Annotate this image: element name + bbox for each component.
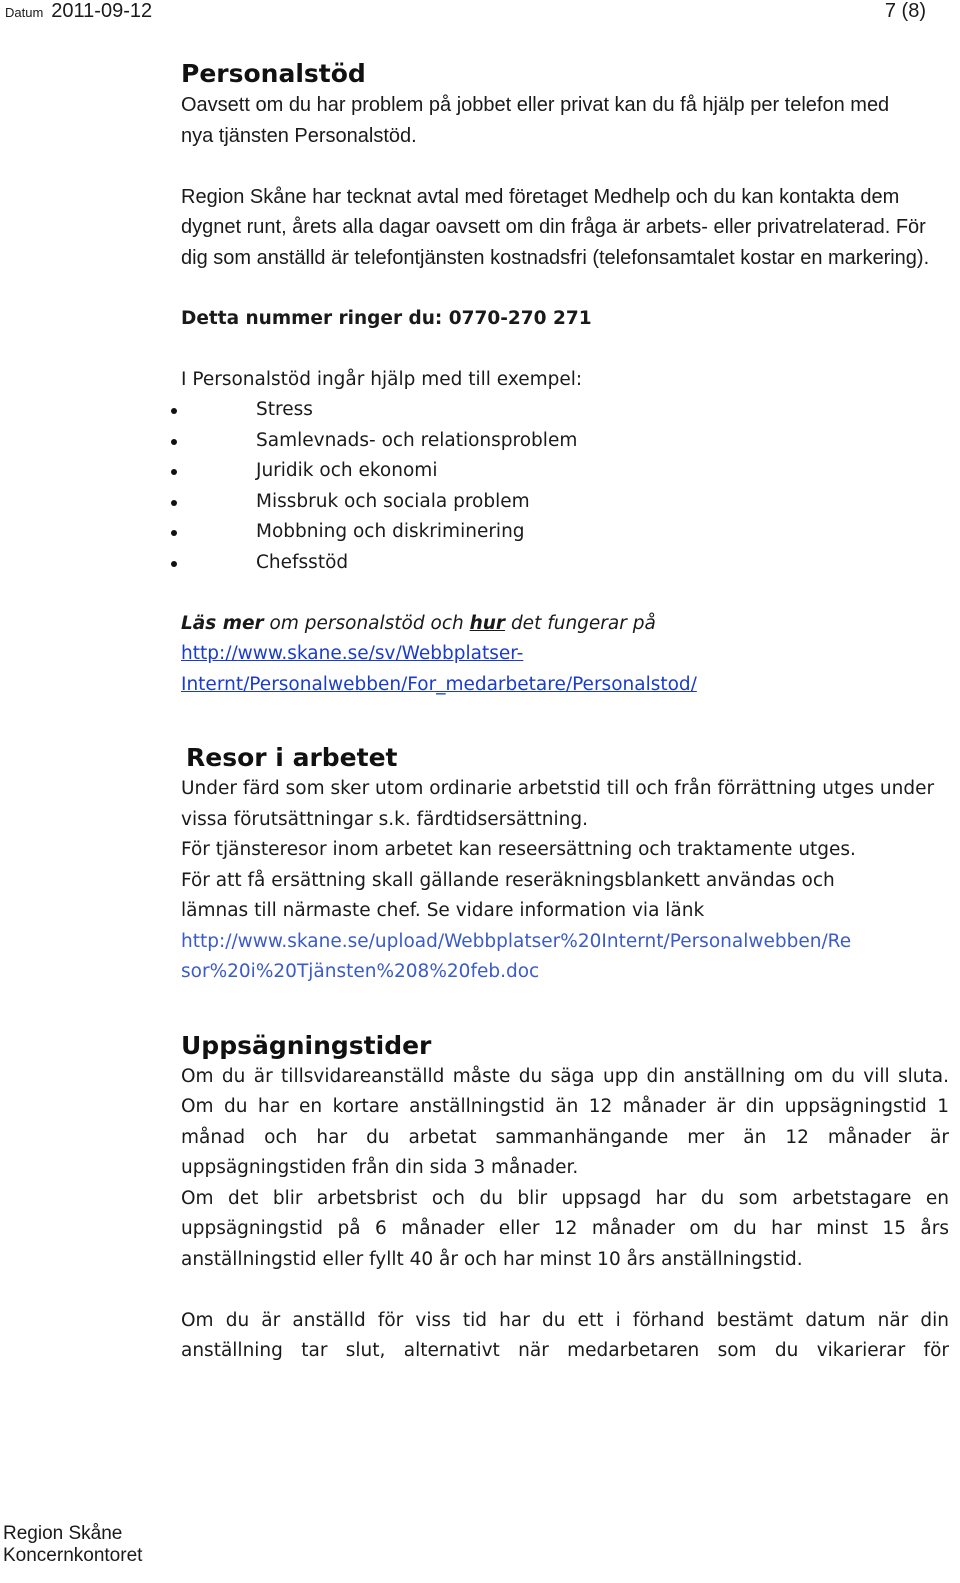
uppsagning-p2: Om det blir arbetsbrist och du blir uppsagd har du som arbetstagare en uppsägningstid på 6 månader eller 12 månader om du har minst 15 års anställningstid eller fyllt 40 år och har minst 10 års anställningstid. — [181, 1187, 949, 1270]
heading-personalstod: Personalstöd — [181, 59, 366, 88]
bullet-icon — [171, 439, 177, 445]
personalstod-link-block — [181, 639, 951, 700]
document-body — [181, 58, 951, 1367]
list-item: Chefsstöd — [181, 548, 951, 579]
page-number: 7 (8) — [884, 0, 926, 22]
resor-p3: För att få ersättning skall gällande reseräkningsblankett användas och lämnas till närmaste chef. Se vidare information via länk — [181, 869, 835, 921]
date-label: Datum — [5, 5, 44, 20]
page-footer — [3, 1523, 142, 1567]
footer-dept: Koncernkontoret — [3, 1545, 143, 1566]
bullet-icon — [171, 530, 177, 536]
bullet-icon — [171, 469, 177, 475]
personalstod-link[interactable]: http://www.skane.se/sv/Webbplatser- Internt/Personalwebben/For_medarbetare/Personalstod/ — [181, 643, 697, 695]
date-value: 2011-09-12 — [51, 0, 153, 22]
page-header — [5, 0, 152, 24]
medhelp-text-a: Region Skåne har tecknat avtal med företaget Medhelp och du kan kontakta dem dygnet runt, årets alla dagar oavsett om din fråga är arbets- eller privatrelaterad. — [181, 185, 900, 238]
list-item: Missbruk och sociala problem — [181, 487, 951, 518]
personalstod-medhelp — [181, 182, 951, 274]
footer-org: Region Skåne — [3, 1523, 123, 1544]
heading-uppsagningstider: Uppsägningstider — [181, 1030, 432, 1060]
read-more: Läs mer om personalstöd och hur det fungerar på — [181, 612, 656, 634]
resor-link-block — [181, 927, 951, 988]
personalstod-intro: Oavsett om du har problem på jobbet eller privat kan du få hjälp per telefon med nya tjänsten Personalstöd. — [181, 94, 890, 147]
resor-p2: För tjänsteresor inom arbetet kan reseersättning och traktamente utges. — [181, 839, 856, 860]
bullet-icon — [171, 408, 177, 414]
resor-p1: Under färd som sker utom ordinarie arbetstid till och från förrättning utges under vissa förutsättningar s.k. färdtidsersättning. — [181, 778, 935, 830]
list-intro: I Personalstöd ingår hjälp med till exempel: — [181, 368, 583, 390]
list-item: Samlevnads- och relationsproblem — [181, 426, 951, 457]
list-item: Mobbning och diskriminering — [181, 517, 951, 548]
uppsagning-p3: Om du är anställd för viss tid har du ett i förhand bestämt datum när din anställning tar slut, alternativt när medarbetaren som du vikarierar för — [181, 1309, 949, 1361]
resor-link[interactable]: http://www.skane.se/upload/Webbplatser%20Internt/Personalwebben/Re sor%20i%20Tjänsten%208%20feb.doc — [181, 930, 852, 982]
list-item: Juridik och ekonomi — [181, 456, 951, 487]
phone-number: Detta nummer ringer du: 0770-270 271 — [181, 307, 592, 329]
medhelp-text-b: För dig som anställd är telefontjänsten kostnadsfri (telefonsamtalet kostar en markering). — [181, 216, 930, 269]
help-list — [181, 395, 951, 578]
heading-resor: Resor i arbetet — [186, 743, 398, 772]
bullet-icon — [171, 561, 177, 567]
uppsagning-p1: Om du är tillsvidareanställd måste du säga upp din anställning om du vill sluta. Om du har en kortare anställningstid än 12 månader är din uppsägningstid 1 månad och har du arbetat sammanhängande mer än 12 månader är uppsägningstiden från din sida 3 månader. — [181, 1065, 949, 1178]
list-item: Stress — [181, 395, 951, 426]
bullet-icon — [171, 500, 177, 506]
